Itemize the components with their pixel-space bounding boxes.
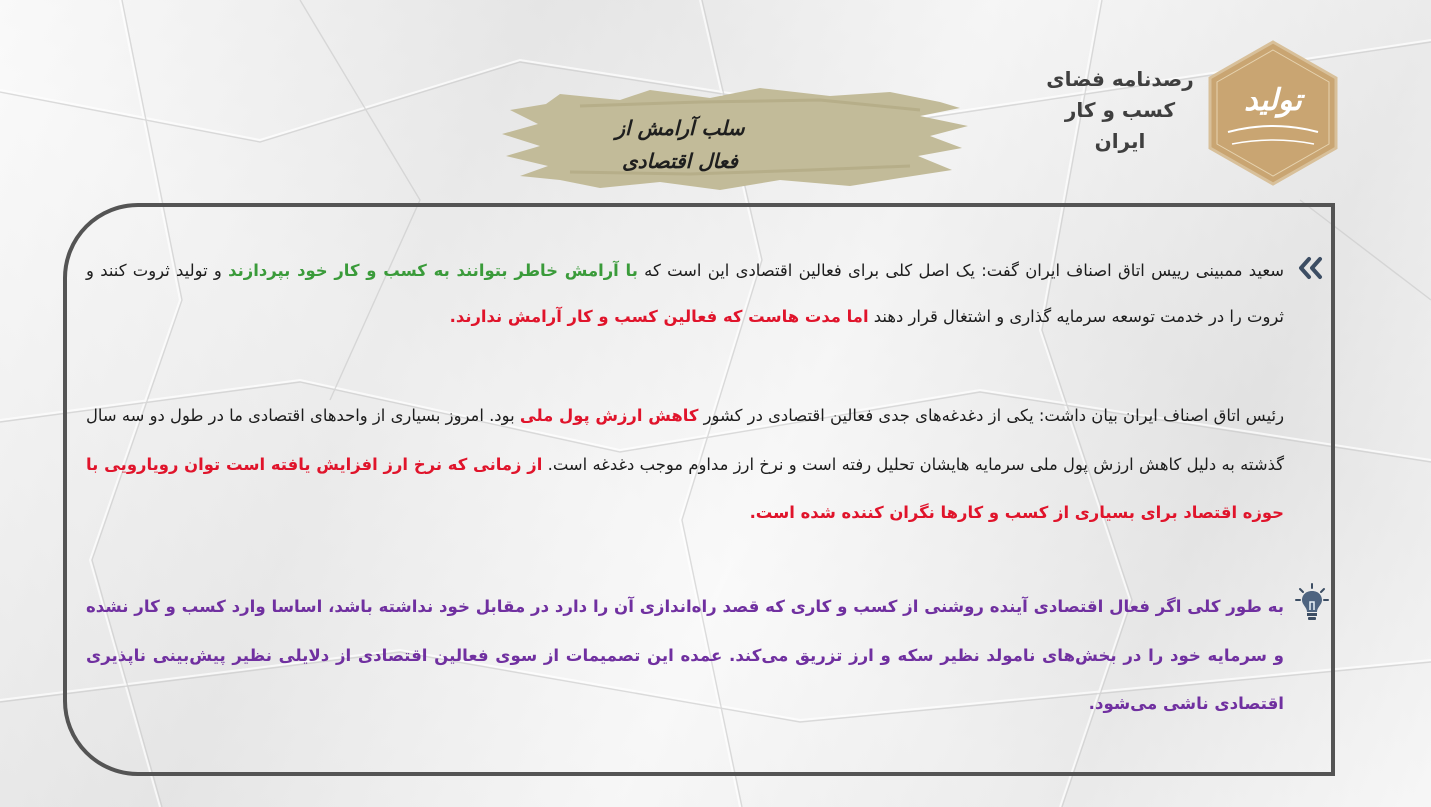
paragraph-2 <box>86 392 1284 538</box>
paragraph-1-text-b: و تولید ثروت کنند و ثروت را در خدمت توسعه سرمایه گذاری و اشتغال قرار دهند <box>86 261 1284 326</box>
brand-title <box>1040 64 1200 157</box>
double-chevron-left-icon <box>1295 255 1325 281</box>
paragraph-1-text-a: سعید ممبینی رییس اتاق اصناف ایران گفت: یک اصل کلی برای فعالین اقتصادی این است که <box>637 261 1285 280</box>
paragraph-1 <box>86 248 1284 340</box>
paragraph-3 <box>86 583 1284 729</box>
paragraph-2-text-a: رئیس اتاق اصناف ایران بیان داشت: یکی از دغدغه‌های جدی فعالین اقتصادی در کشور <box>698 406 1285 425</box>
logo-text: تولید <box>1244 83 1302 118</box>
brand-line-3: ایران <box>1094 129 1146 153</box>
paragraph-2-highlight-red: از زمانی که نرخ ارز افزایش یافته است توان رویارویی با حوزه اقتصاد برای بسیاری از کسب و کارها نگران کننده شده است. <box>86 454 1284 522</box>
brand-line-2: کسب و کار <box>1064 98 1176 122</box>
brand-line-1: رصدنامه فضای <box>1046 67 1194 91</box>
tolid-logo <box>1208 40 1338 186</box>
paragraph-1-highlight-green: با آرامش خاطر بتوانند به کسب و کار خود بپردازند <box>228 261 638 280</box>
page-title <box>560 112 800 178</box>
paragraph-2-text-b: بود. امروز بسیاری از واحدهای اقتصادی ما در طول دو سه سال گذشته به دلیل کاهش ارزش پول ملی سرمایه هایشان تحلیل رفته است و نرخ ارز مداوم موجب دغدغه است. <box>86 406 1285 474</box>
paragraph-3-text: به طور کلی اگر فعال اقتصادی آینده روشنی از کسب و کاری که قصد راه‌اندازی آن را دارد در مقابل خود نداشته باشد، اساسا وارد کسب و کار نشده و سرمایه خود را در بخش‌های نامولد نظیر سکه و ارز تزریق می‌کند. عمده این تصمیمات از سوی فعالین اقتصادی از دلایلی نظیر پیش‌بینی ناپذیری اقتصادی ناشی می‌شود. <box>86 597 1284 713</box>
lightbulb-icon <box>1295 582 1329 622</box>
title-line-1: سلب آرامش از <box>615 116 745 140</box>
paragraph-1-highlight-red: اما مدت هاست که فعالین کسب و کار آرامش ندارند. <box>449 307 869 326</box>
paragraph-2-highlight-currency: کاهش ارزش پول ملی <box>519 406 699 425</box>
title-line-2: فعال اقتصادی <box>622 149 738 173</box>
